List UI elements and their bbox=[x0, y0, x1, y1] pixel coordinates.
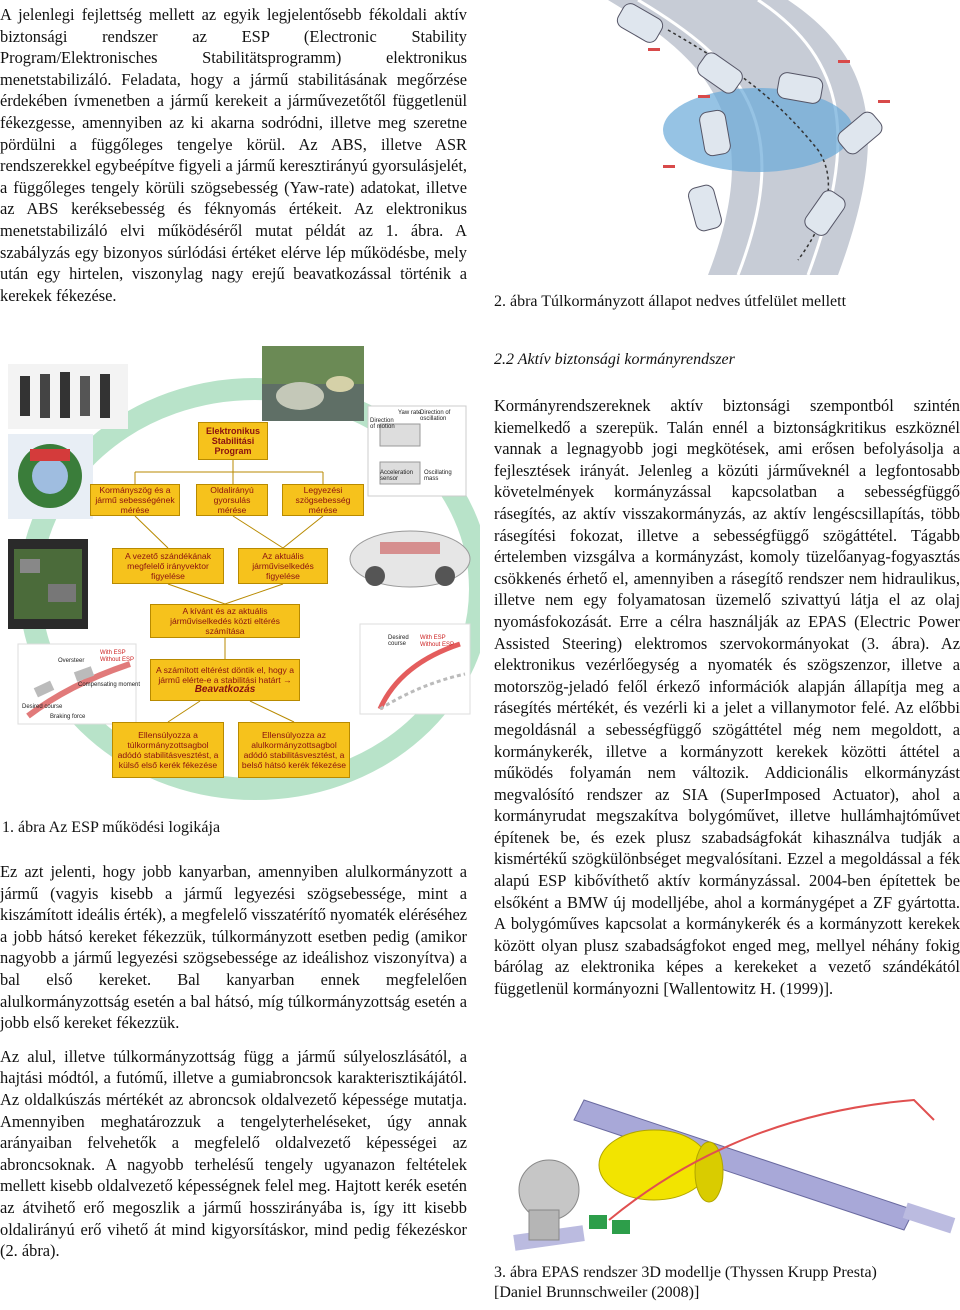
label-compensating-moment: Compensating moment bbox=[78, 682, 141, 688]
box-esp-title: Elektronikus Stabilitási Program bbox=[198, 422, 268, 460]
label-with-esp: With ESP bbox=[420, 635, 446, 641]
label-direction-of-oscillation: Direction of oscillation bbox=[420, 410, 451, 422]
figure-3-caption-line1: 3. ábra EPAS rendszer 3D modellje (Thyssen Krupp Presta) bbox=[494, 1264, 877, 1281]
box-stability-decision bbox=[150, 659, 300, 701]
label-with-esp-left: With ESP bbox=[100, 650, 126, 656]
left-bottom-column bbox=[0, 861, 467, 1262]
box-vehicle-behavior: Az aktuális járműviselkedés figyelése bbox=[238, 548, 328, 584]
car-wireframe-image bbox=[350, 531, 470, 587]
label-oscillating-mass: Oscillating mass bbox=[424, 470, 452, 482]
box-stability-decision-text: A számított eltérést döntik el, hogy a jármű elérte-e a stabilitási határt → bbox=[155, 665, 295, 685]
label-direction-of-motion: Direction of motion bbox=[370, 418, 395, 430]
left-top-column bbox=[0, 4, 467, 306]
box-understeer-action: Ellensúlyozza az alulkormányzottsagbol adódó stabilitásvesztést, a belső hátsó kerék fékezése bbox=[238, 722, 350, 778]
sensor-coil-image bbox=[8, 434, 93, 519]
esp-intro-paragraph: A jelenlegi fejlettség mellett az egyik legjelentősebb fékoldali aktív biztonsági rendszer az ESP (Electronic Stability Program/Elektronisches Stabilitätsprogramm) elektronikus menetstabilizáló. Feladata, hogy a jármű stabilitásának megőrzése érdekében ívmenetben a jármű kerekeit a járművezetőtől függetlenül fékezgesse, amennyiben az ki akarna sodródni, illetve meg szeretne pördülni a függőleges tengelye körül. Az ABS, illetve ASR rendszerekkel egybeépítve figyeli a jármű keresztirányú gyorsulásjelét, a függőleges tengely körüli szögsebesség (Yaw-rate) adatokat, illetve az ABS keréksebesség és féknyomás értékeit. Az elektronikus menetstabilizáló elvi működéséről mutat példát az 1. ábra. A szabályzás egy bizonyos súrlódási értéket elérve lép működésbe, mely után egy hirtelen, viszonylag nagy erejű beavatkozással történik a kerekek fékezése. bbox=[0, 5, 467, 305]
steering-correction-paragraph: Ez azt jelenti, hogy jobb kanyarban, amennyiben alulkormányzott a jármű (vagyis kisebb a jármű legyezési szögsebessége, mint a kiszámított ideális érték), a megfelelő visszatérítő nyomaték eléréséhez a jobb hátsó kereket fékezzük, túlkormányzott esetben pedig (amikor nagyobb a jármű legyezési szögsebessége az ideálishoz viszonyítva) a bal első kereket. Bal kanyarban ennek megfelelően alulkormányzottság esetén a bal hátsó, míg túlkormányzottság esetén a jobb első kereket fékezzük. bbox=[0, 862, 467, 1033]
motor-shape bbox=[599, 1130, 709, 1200]
box-driver-intent: A vezető szándékának megfelelő irányvektor figyelése bbox=[112, 548, 224, 584]
box-yaw-rate: Legyezési szögsebesség mérése bbox=[282, 484, 364, 516]
figure-3-caption-line2: [Daniel Brunnschweiler (2008)] bbox=[494, 1284, 700, 1301]
label-desired-course-left: Desired course bbox=[22, 704, 63, 710]
steering-system-paragraph: Kormányrendszereknek aktív biztonsági szempontból szintén kiemelkedő a szerepük. Talán ennél a biztonságkritikus eszköznél vannak a legnagyobb jogi megkötések, ami erősen befolyásolja a fejlesztések irányát. Jelenleg a közúti járműveknél a legfontosabb követelmények kormányzással kapcsolatban a sebességfüggő rásegítés, az aktív visszakormányzás, az aktív lengéscsillapítás, több rásegítési fokozat, illetve a sebességfüggő szögáttétel. Tágabb értelemben vizsgálva a kormányzást, komoly tüzelőanyag-fogyasztás csökkenés érhető el, amennyiben a rásegítő rendszer nem hidraulikus, illetve nem egy folyamatosan üzemelő szivattyú látja el az olaj nyomásfokozását. Erre a célra használják az EPAS (Electric Power Assisted Steering) elektromos szervokormányokat (3. ábra). Az elektronikus vezérlőegység a nyomaték és szögszenzor, illetve a motorszög-jeladó felől érkező információk alapján állapítja meg a rásegítés mértékét, és vezérli ki a jelet a villanymotor felé. Az előbbi megoldásnál a sebességfüggő szögáttétel még nem megoldott, a kormánykerék, illetve a kormányzott kerekek közötti áttétel a működés folyamán nem változik. Addicionális elkormányzást megvalósító rendszer az SIA (SuperImposed Actuator), ahol a kormányrudat megszakítva bolygóművet, illetve hullámhajtóművet építenek be, és ezek plusz szabadságfokát kihasználva tudják a kismértékű szögkülönbséget megvalósítani. Ezzel a megoldással a fék alapú ESP kibővíthető aktív kormányzással. 2004-ben építettek be elsőként a BMW új modelljébe, ahol a kormánygépet a ZF gyártotta. A bolygóműves kapcsolat a kormánykerék és a kormányzott kerekek között olyan plusz szabadságfokot enged meg, mellyel néhány fokig bárólag az elektronika képes a kerekeket a vezető szándékától függetlenül kormányozni [Wallentowitz H. (1999)]. bbox=[494, 396, 960, 999]
figure-1-caption: 1. ábra Az ESP működési logikája bbox=[2, 819, 221, 836]
label-acceleration-sensor: Acceleration sensor bbox=[380, 470, 414, 482]
figure-3-caption bbox=[494, 1263, 877, 1303]
label-yaw-rate: Yaw rate bbox=[398, 410, 422, 416]
figure-3-epas-model bbox=[494, 1080, 960, 1260]
figure-2-oversteer-wet-road bbox=[588, 0, 960, 275]
label-braking-force: Braking force bbox=[50, 714, 86, 720]
label-oversteer: Oversteer bbox=[58, 658, 85, 664]
box-steering-speed: Kormányszög és a jármű sebességének mérése bbox=[90, 484, 180, 516]
box-lateral-accel: Oldalirányú gyorsulás mérése bbox=[196, 484, 268, 516]
section-heading-active-steering: 2.2 Aktív biztonsági kormányrendszer bbox=[494, 351, 735, 368]
label-desired-course-right: Desired course bbox=[388, 635, 409, 647]
label-without-esp-left: Without ESP bbox=[100, 657, 135, 663]
box-oversteer-action: Ellensúlyozza a túlkormányzottsagbol adódó stabilitásvesztést, a külső első kerék fékezése bbox=[112, 722, 224, 778]
water-patch bbox=[663, 88, 853, 172]
sensor-cluster-image bbox=[8, 364, 128, 429]
figure-1-esp-logic bbox=[0, 344, 480, 812]
figure-2-drawing bbox=[588, 0, 960, 275]
ecu-image bbox=[8, 539, 88, 629]
figure-2-caption: 2. ábra Túlkormányzott állapot nedves útfelület mellett bbox=[494, 293, 847, 310]
driving-photo bbox=[262, 346, 364, 421]
box-intervention-text: Beavatkozás bbox=[194, 684, 256, 695]
box-deviation-calc: A kívánt és az aktuális járműviselkedés közti eltérés számítása bbox=[150, 604, 300, 638]
right-column bbox=[494, 395, 960, 1000]
label-without-esp: Without ESP bbox=[420, 642, 455, 648]
weight-distribution-paragraph: Az alul, illetve túlkormányzottság függ a jármű súlyeloszlásától, a hajtási módtól, a futómű, illetve a gumiabroncsok karakterisztikájától. Az oldalkúszás mértékét az abroncsok oldalvezető képessége mutatja. Amennyiben meghatározzuk a tengelyterheléseket, úgy annak arányaiban felvehetők a megfelelő oldalvezető képességei az abroncsoknak. A nagyobb terhelésű tengely ugyanazon feltételek mellett kisebb oldalvezető képességnek felel meg. Hajtott kerék esetén az átvihető erő megoszlik a jármű hosszirányába is, így itt kisebb oldalirányú erő vihető át mind kigyorsításkor, mind pedig fékezéskor (2. ábra). bbox=[0, 1046, 467, 1261]
figure-3-drawing bbox=[494, 1080, 960, 1260]
